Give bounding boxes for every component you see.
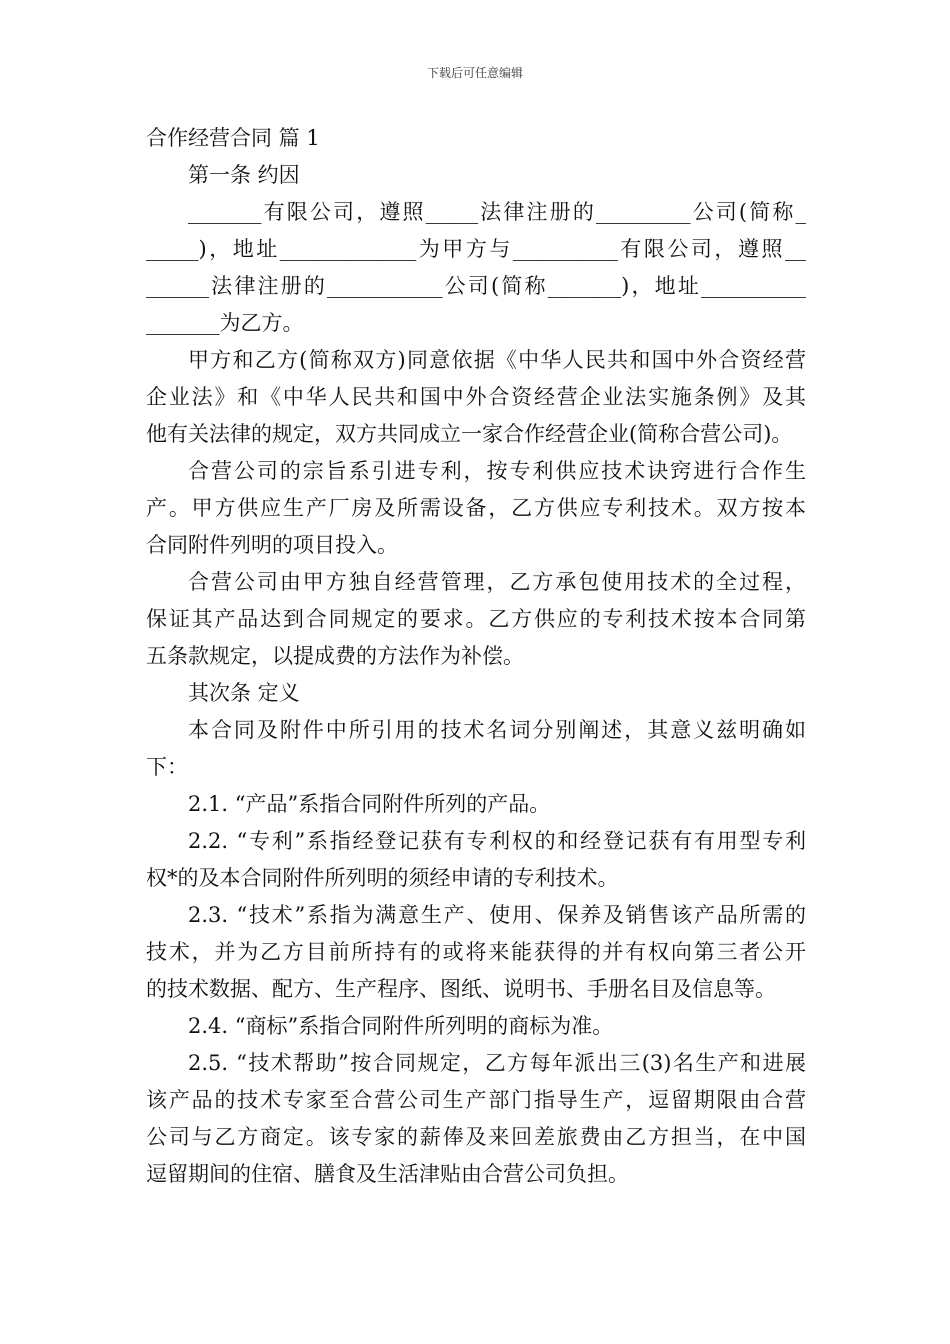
text-line: 2.1. “产品”系指合同附件所列的产品。 [188, 792, 551, 816]
text-line: 2.4. “商标”系指合同附件所列明的商标为准。 [188, 1014, 614, 1038]
text-line: 其次条 定义 [188, 681, 300, 705]
text-line: 2.2. “专利”系指经登记获有专利权的和经登记获有有用型专利 [188, 829, 806, 853]
text-line: 第一条 约因 [188, 163, 300, 187]
text-line: 逗留期间的住宿、膳食及生活津贴由合营公司负担。 [146, 1162, 629, 1186]
document-body [146, 157, 806, 1193]
text-line: 他有关法律的规定，双方共同成立一家合作经营企业(简称合营公司)。 [146, 422, 793, 446]
text-line: 下： [146, 755, 188, 779]
page-header: 下载后可任意编辑 [426, 66, 523, 80]
text-line: 2.5. “技术帮助”按合同规定，乙方每年派出三(3)名生产和进展 [188, 1051, 806, 1075]
text-line: _______为乙方。 [146, 311, 304, 335]
text-line: 甲方和乙方(简称双方)同意依据《中华人民共和国中外合资经营 [188, 348, 806, 372]
text-line: _____)，地址_____________为甲方与__________有限公司，遵照__ [146, 237, 806, 261]
text-line: 技术，并为乙方目前所持有的或将来能获得的并有权向第三者公开 [146, 940, 806, 964]
text-line: 五条款规定，以提成费的方法作为补偿。 [146, 644, 524, 668]
text-line: 的技术数据、配方、生产程序、图纸、说明书、手册名目及信息等。 [146, 977, 776, 1001]
document-title: 合作经营合同 篇 1 [146, 126, 320, 150]
text-line: 合营公司的宗旨系引进专利，按专利供应技术诀窍进行合作生 [188, 459, 806, 483]
text-line: ______法律注册的___________公司(简称_______)，地址__________ [146, 274, 806, 298]
text-line: 企业法》和《中华人民共和国中外合资经营企业法实施条例》及其 [146, 385, 806, 409]
text-line: 保证其产品达到合同规定的要求。乙方供应的专利技术按本合同第 [146, 607, 806, 631]
text-line: 本合同及附件中所引用的技术名词分别阐述，其意义兹明确如 [188, 718, 806, 742]
text-line: 该产品的技术专家至合营公司生产部门指导生产，逗留期限由合营 [146, 1088, 806, 1112]
text-line: 产。甲方供应生产厂房及所需设备，乙方供应专利技术。双方按本 [146, 496, 806, 520]
text-line: 权*的及本合同附件所列明的须经申请的专利技术。 [146, 866, 619, 890]
text-line: _______有限公司，遵照_____法律注册的_________公司(简称_ [188, 200, 806, 224]
text-line: 2.3. “技术”系指为满意生产、使用、保养及销售该产品所需的 [188, 903, 806, 927]
text-line: 公司与乙方商定。该专家的薪俸及来回差旅费由乙方担当，在中国 [146, 1125, 806, 1149]
text-line: 合营公司由甲方独自经营管理，乙方承包使用技术的全过程， [188, 570, 806, 594]
text-line: 合同附件列明的项目投入。 [146, 533, 398, 557]
